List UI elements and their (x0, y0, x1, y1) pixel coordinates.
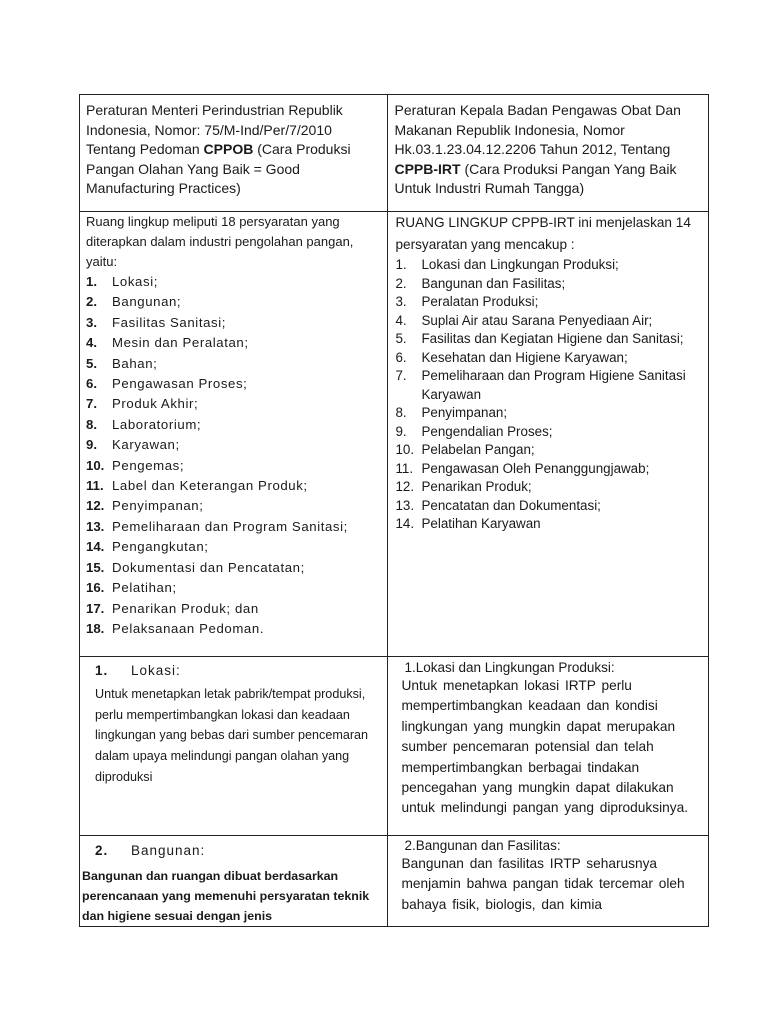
cppob-requirement-text: Dokumentasi dan Pencatatan; (112, 559, 305, 575)
cppb-irt-requirement-number: 8. (395, 405, 407, 420)
section2-right-cell (388, 836, 709, 927)
cppob-requirement-number: 16. (86, 580, 105, 596)
section2-right-body: Bangunan dan fasilitas IRTP seharusnya menjamin bahwa pangan tidak tercemar oleh bahaya fisik, biologis, dan kimia (401, 856, 685, 912)
cppob-requirement (86, 558, 381, 578)
cppob-requirement-text: Penyimpanan; (112, 498, 204, 514)
cppb-irt-requirement-number: 2. (395, 275, 407, 291)
cppob-requirement-number: 1. (86, 274, 97, 289)
cppob-requirement-text: Pengawasan Proses; (112, 376, 248, 392)
cppob-requirement-text: Pengemas; (112, 457, 185, 473)
cppb-irt-requirement-number: 12. (395, 479, 415, 494)
header-left-cell (80, 95, 388, 212)
cppb-irt-requirement-number: 3. (395, 294, 407, 309)
cppob-requirement (86, 374, 381, 394)
cppob-requirement-number: 18. (86, 620, 105, 636)
section1-left-cell (80, 657, 388, 836)
cppob-requirement-text: Pelaksanaan Pedoman. (112, 620, 265, 636)
cppb-irt-requirement-number: 11. (395, 460, 414, 476)
cppb-irt-requirement-number: 6. (395, 349, 407, 365)
cppb-irt-requirement-text: Pengendalian Proses; (421, 423, 553, 439)
cppob-requirement-text: Pelatihan; (112, 580, 177, 596)
cppb-irt-requirement-text: Penyimpanan; (421, 405, 508, 420)
cppob-requirement (86, 313, 381, 333)
cppob-requirement-number: 12. (86, 498, 105, 514)
cppb-irt-requirement (395, 404, 702, 423)
cppb-irt-requirement-number: 4. (395, 312, 407, 328)
cppob-requirement (86, 517, 381, 537)
cppb-irt-requirement (395, 275, 702, 294)
section1-right-body: Untuk menetapkan lokasi IRTP perlu mempertimbangkan keadaan dan kondisi lingkungan yang mungkin dapat merupakan sumber pencemaran potensial dan telah mempertimbangkan berbagai tindakan pencegahan yang mungkin dapat dilakukan untuk melindungi pangan yang diproduksinya. (401, 678, 688, 816)
cppb-irt-requirement (395, 423, 702, 442)
scope-right-cell (388, 212, 709, 657)
section1-right-cell (388, 657, 709, 836)
cppb-irt-requirement-number: 13. (395, 497, 415, 513)
cppob-requirement-number: 14. (86, 539, 105, 555)
cppb-irt-requirement-text: Penarikan Produk; (421, 479, 532, 494)
cppob-requirement-number: 8. (86, 416, 97, 432)
cppob-requirement (86, 476, 381, 496)
cppob-requirement (86, 333, 381, 353)
cppob-requirement-number: 11. (86, 478, 104, 494)
cppob-requirement-text: Penarikan Produk; dan (112, 600, 259, 616)
cppb-irt-requirement-text: Kesehatan dan Higiene Karyawan; (421, 349, 628, 365)
cppb-irt-requirement (395, 293, 702, 312)
section2-right-heading: 2.Bangunan dan Fasilitas: (404, 838, 561, 853)
header-row (80, 95, 709, 212)
cppb-irt-requirement-text: Pencatatan dan Dokumentasi; (421, 497, 601, 513)
cppob-requirement-text: Bahan; (112, 355, 158, 371)
section1-right-heading: 1.Lokasi dan Lingkungan Produksi: (404, 660, 615, 675)
cppob-requirement-number: 9. (86, 437, 97, 453)
cppb-irt-requirement (395, 441, 702, 460)
header-right-cell (388, 95, 709, 212)
cppob-requirement (86, 354, 381, 374)
cppb-irt-requirement (395, 330, 702, 349)
cppob-requirement (86, 415, 381, 435)
cppob-requirement (86, 456, 381, 476)
section2-left-body: Bangunan dan ruangan dibuat berdasarkan perencanaan yang memenuhi persyaratan teknik dan higiene sesuai dengan jenis (82, 869, 370, 923)
cppob-requirement-text: Mesin dan Peralatan; (112, 335, 249, 351)
section2-left-heading: 2. Bangunan: (95, 843, 206, 858)
cppb-irt-requirement-number: 9. (395, 423, 407, 439)
cppb-irt-requirement-text: Bangunan dan Fasilitas; (421, 275, 566, 291)
cppob-requirement-number: 6. (86, 376, 97, 392)
cppb-irt-requirement-text: Pengawasan Oleh Penanggungjawab; (421, 460, 650, 476)
section2-row (80, 836, 709, 927)
cppb-irt-requirement (395, 256, 702, 275)
scope-left-cell (80, 212, 388, 657)
comparison-table (79, 94, 709, 927)
cppb-irt-requirement-number: 5. (395, 331, 407, 346)
cppb-irt-requirement-number: 14. (395, 516, 415, 531)
cppb-irt-requirement (395, 367, 702, 404)
cppb-irt-requirement-text: Fasilitas dan Kegiatan Higiene dan Sanitasi; (421, 331, 684, 346)
section1-row (80, 657, 709, 836)
section1-left-body: Untuk menetapkan letak pabrik/tempat produksi, perlu mempertimbangkan lokasi dan keadaan lingkungan yang bebas dari sumber pencemaran dalam upaya melindungi pangan olahan yang diproduksi (95, 687, 369, 784)
cppob-requirement (86, 599, 381, 619)
cppob-requirement-number: 7. (86, 396, 97, 412)
cppb-irt-requirement (395, 349, 702, 368)
cppob-requirement-text: Pengangkutan; (112, 539, 209, 555)
cppob-requirement-number: 13. (86, 518, 105, 534)
cppb-irt-requirement-text: Suplai Air atau Sarana Penyediaan Air; (421, 312, 653, 328)
cppob-requirement-number: 10. (86, 457, 105, 473)
regulation-cppb-irt-title: Peraturan Kepala Badan Pengawas Obat Dan Makanan Republik Indonesia, Nomor Hk.03.1.23.04.12.2206 Tahun 2012, Tentang CPPB-IRT (Cara Produksi Pangan Yang Baik Untuk Industri Rumah Tangga) (394, 102, 681, 197)
cppob-requirement-text: Produk Akhir; (112, 396, 199, 412)
cppb-irt-requirement (395, 312, 702, 331)
scope-right-intro: RUANG LINGKUP CPPB-IRT ini menjelaskan 14 persyaratan yang mencakup : (395, 215, 691, 252)
cppob-requirement-text: Laboratorium; (112, 416, 202, 432)
cppob-requirement (86, 292, 381, 312)
cppob-requirement (86, 578, 381, 598)
cppob-requirement (86, 435, 381, 455)
cppob-requirement (86, 496, 381, 516)
cppob-requirement (86, 272, 381, 292)
cppb-irt-requirement-text: Lokasi dan Lingkungan Produksi; (421, 257, 619, 272)
cppb-irt-requirement-text: Pelatihan Karyawan (421, 516, 541, 531)
cppob-requirement-text: Pemeliharaan dan Program Sanitasi; (112, 518, 348, 534)
cppb-irt-requirements-list (395, 256, 702, 534)
cppob-requirement-text: Bangunan; (112, 294, 182, 310)
cppb-irt-requirement-number: 7. (395, 368, 407, 383)
cppb-irt-requirement (395, 497, 702, 516)
cppob-requirement-text: Label dan Keterangan Produk; (112, 478, 308, 494)
cppob-requirement (86, 619, 381, 639)
cppb-irt-requirement-text: Pemeliharaan dan Program Higiene Sanitasi Karyawan (421, 368, 686, 402)
cppb-irt-requirement-number: 1. (395, 257, 407, 272)
cppob-requirement (86, 537, 381, 557)
cppob-requirement-number: 5. (86, 355, 97, 371)
cppob-requirement-number: 2. (86, 294, 97, 310)
cppob-requirement-text: Karyawan; (112, 437, 180, 453)
section1-left-heading: 1. Lokasi: (95, 663, 181, 678)
cppb-irt-requirement (395, 515, 702, 534)
cppob-requirement-number: 15. (86, 559, 105, 575)
section2-left-cell (80, 836, 388, 927)
cppob-requirement-number: 3. (86, 314, 97, 330)
cppob-requirement-text: Fasilitas Sanitasi; (112, 314, 227, 330)
cppob-requirement-number: 17. (86, 600, 105, 616)
cppob-requirement (86, 394, 381, 414)
scope-left-intro: Ruang lingkup meliputi 18 persyaratan yang diterapkan dalam industri pengolahan pangan, yaitu: (86, 214, 354, 269)
scope-row (80, 212, 709, 657)
cppb-irt-requirement-number: 10. (395, 442, 415, 457)
cppb-irt-requirement (395, 478, 702, 497)
cppob-requirement-text: Lokasi; (112, 274, 158, 289)
cppb-irt-requirement-text: Peralatan Produksi; (421, 294, 539, 309)
regulation-cppob-title: Peraturan Menteri Perindustrian Republik Indonesia, Nomor: 75/M-Ind/Per/7/2010 Tentang Pedoman CPPOB (Cara Produksi Pangan Olahan Yang Baik = Good Manufacturing Practices) (86, 102, 351, 197)
cppb-irt-requirement-text: Pelabelan Pangan; (421, 442, 535, 457)
cppob-requirement-number: 4. (86, 335, 97, 351)
cppb-irt-requirement (395, 460, 702, 479)
cppob-requirements-list (86, 272, 381, 639)
